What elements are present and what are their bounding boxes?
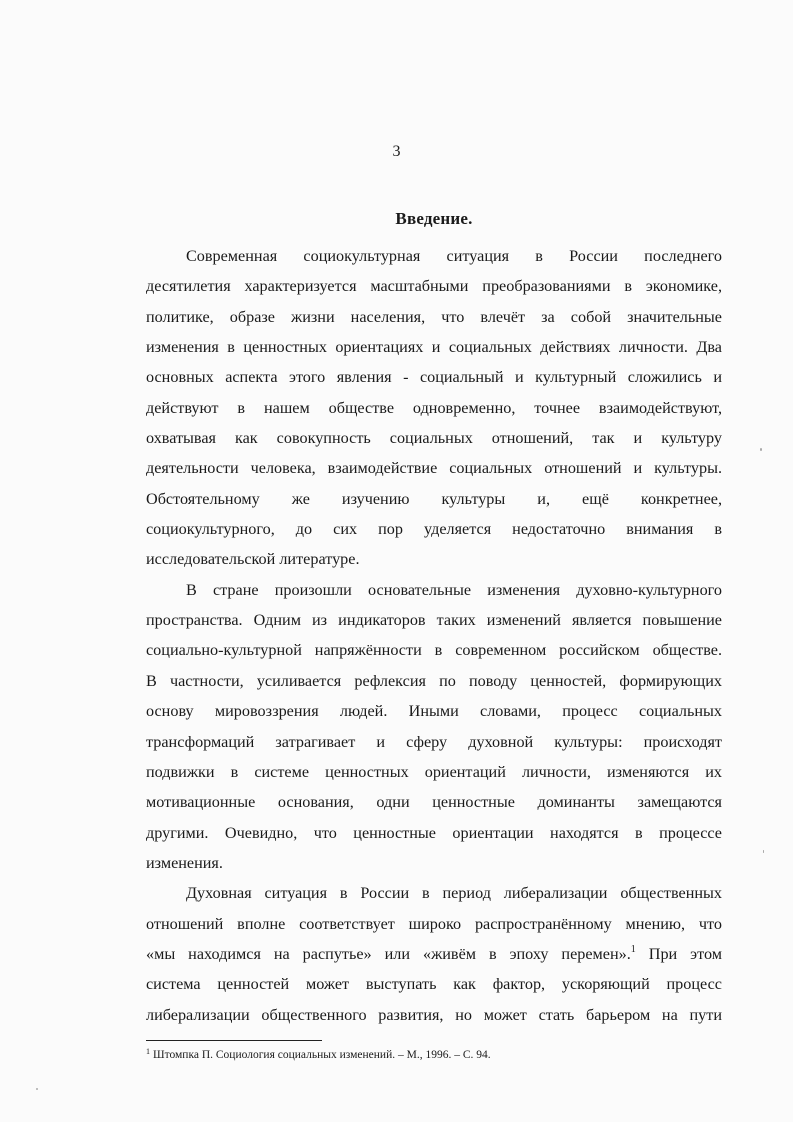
- footnote: [146, 1047, 491, 1061]
- text-line: социокультурного, до сих пор уделяется недостаточно внимания в: [146, 520, 722, 539]
- text-line: охватывая как совокупность социальных отношений, так и культуру: [146, 429, 722, 448]
- scan-speck: [36, 1088, 38, 1090]
- body-text: [146, 241, 722, 1030]
- footnote-mark: 1: [146, 1047, 150, 1056]
- text-line: система ценностей может выступать как фактор, ускоряющий процесс: [146, 975, 722, 994]
- text-line: Духовная ситуация в России в период либерализации общественных: [186, 884, 722, 903]
- text-line: основных аспекта этого явления - социальный и культурный сложились и: [146, 368, 722, 387]
- text-line: либерализации общественного развития, но может стать барьером на пути: [146, 1005, 722, 1024]
- text-line: трансформаций затрагивает и сферу духовной культуры: происходят: [146, 732, 722, 751]
- text-line: исследовательской литературе.: [146, 550, 360, 569]
- scan-speck: [760, 448, 762, 451]
- footnote-reference[interactable]: 1: [630, 943, 636, 955]
- text-line: социально-культурной напряжённости в современном российском обществе.: [146, 641, 722, 660]
- text-line: основу мировоззрения людей. Иными словами, процесс социальных: [146, 702, 722, 721]
- text-line: мотивационные основания, одни ценностные доминанты замещаются: [146, 793, 722, 812]
- text-line: деятельности человека, взаимодействие социальных отношений и культуры.: [146, 459, 722, 478]
- text-line: В частности, усиливается рефлексия по поводу ценностей, формирующих: [146, 671, 722, 690]
- text-line: изменения.: [146, 853, 223, 872]
- scan-speck: [763, 850, 764, 853]
- text-line: В стране произошли основательные изменения духовно-культурного: [186, 580, 722, 599]
- text-line: отношений вполне соответствует широко распространённому мнению, что: [146, 914, 722, 933]
- text-line: Современная социокультурная ситуация в России последнего: [186, 247, 722, 265]
- text-line: пространства. Одним из индикаторов таких изменений является повышение: [146, 611, 722, 630]
- text-line: десятилетия характеризуется масштабными преобразованиями в экономике,: [146, 277, 722, 296]
- text-line: другими. Очевидно, что ценностные ориентации находятся в процессе: [146, 823, 722, 842]
- footnote-separator: [146, 1040, 322, 1041]
- text-line: подвижки в системе ценностных ориентаций личности, изменяются их: [146, 762, 722, 781]
- text-line: изменения в ценностных ориентациях и социальных действиях личности. Два: [146, 338, 722, 357]
- page-number: 3: [392, 143, 401, 160]
- text-fragment: При этом: [635, 944, 722, 963]
- text-line: политике, образе жизни населения, что влечёт за собой значительные: [146, 307, 722, 326]
- section-title: Введение.: [395, 209, 473, 228]
- text-fragment: «мы находимся на распутье» или «живём в эпоху перемен».: [146, 944, 631, 963]
- footnote-text: Штомпка П. Социология социальных изменений. – М., 1996. – С. 94.: [153, 1049, 491, 1061]
- text-line: действуют в нашем обществе одновременно, точнее взаимодействуют,: [146, 398, 722, 417]
- text-line-with-footnote: [146, 939, 722, 969]
- text-line: Обстоятельному же изучению культуры и, ещё конкретнее,: [146, 489, 722, 508]
